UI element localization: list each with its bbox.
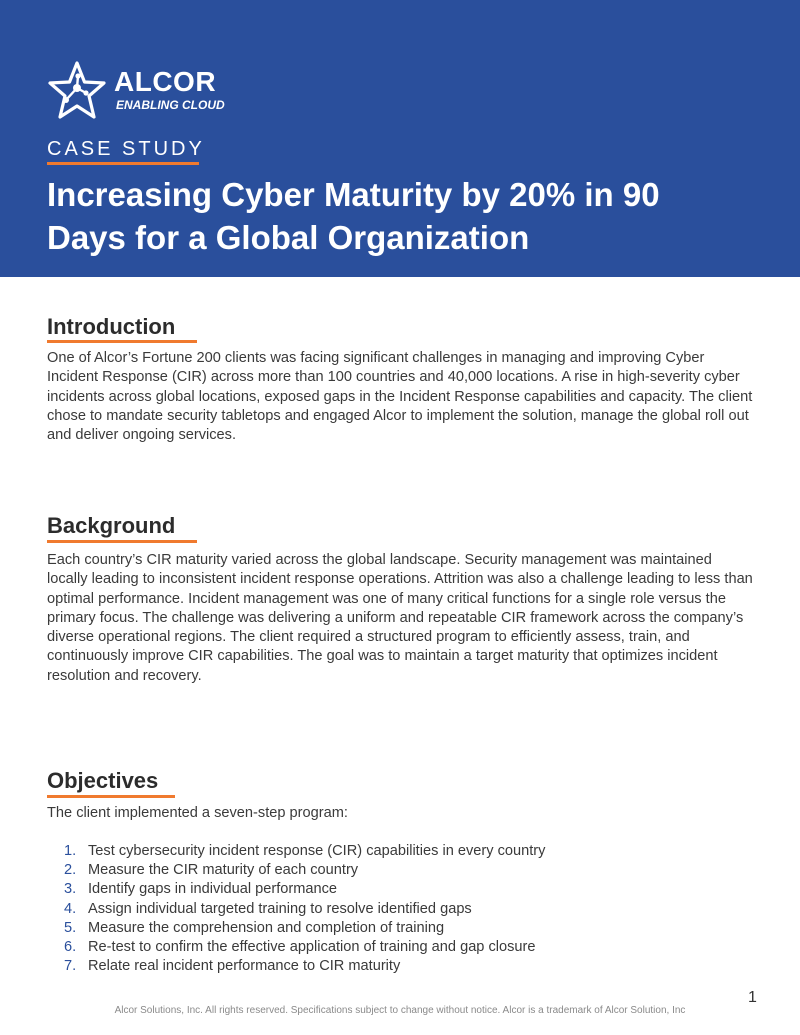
introduction-heading: Introduction: [47, 314, 176, 339]
background-body: Each country’s CIR maturity varied across the global landscape. Security management was maintained locally leading to inconsistent incident response operations. Attrition was also a challenge leading to less than optimal performance. Incident management was one of many critical functions for a single role versus the primary focus. The challenge was delivering a uniform and repeatable CIR framework across the company’s diverse operational regions. The client required a structured program to efficiently assess, train, and continuously improve CIR capabilities. The goal was to maintain a target maturity that optimizes incident resolution and recovery.: [47, 552, 753, 684]
list-item: [64, 880, 545, 899]
introduction-body: One of Alcor’s Fortune 200 clients was facing significant challenges in managing and improving Cyber Incident Response (CIR) across more than 100 countries and 40,000 locations. A rise in high-severity cyber incidents across global locations, exposed gaps in the Incident Response capabilities and capacity. The client chose to mandate security tabletops and engaged Alcor to implement the solution, manage the global roll out and deliver ongoing services.: [47, 350, 753, 444]
page-number: 1: [748, 989, 757, 1006]
logo-tagline: ENABLING CLOUD: [116, 98, 225, 112]
header-banner: [0, 0, 800, 277]
introduction-underline: [47, 340, 197, 343]
alcor-star-logo-icon: [46, 60, 108, 122]
step-text: Re-test to confirm the effective application of training and gap closure: [88, 939, 536, 956]
step-text: Measure the CIR maturity of each country: [88, 862, 359, 879]
step-number: 4.: [64, 900, 77, 917]
step-text: Measure the comprehension and completion of training: [88, 919, 445, 936]
step-number: 3.: [64, 881, 77, 898]
step-number: 6.: [64, 939, 77, 956]
step-number: 7.: [64, 958, 77, 975]
list-item: [64, 842, 545, 861]
case-study-underline: [47, 162, 199, 165]
list-item: [64, 919, 545, 938]
background-underline: [47, 540, 197, 543]
objectives-underline: [47, 795, 175, 798]
case-study-label: CASE STUDY: [47, 138, 205, 160]
step-number: 1.: [64, 843, 77, 859]
list-item: [64, 938, 545, 957]
step-text: Relate real incident performance to CIR maturity: [88, 958, 401, 975]
objectives-step-list: [64, 842, 545, 976]
objectives-intro: The client implemented a seven-step program:: [47, 805, 348, 821]
step-text: Identify gaps in individual performance: [88, 881, 338, 898]
step-number: 2.: [64, 862, 77, 879]
page-title: Increasing Cyber Maturity by 20% in 90 Days for a Global Organization: [47, 176, 660, 256]
step-text: Test cybersecurity incident response (CIR) capabilities in every country: [88, 843, 546, 859]
list-item: [64, 957, 545, 976]
alcor-logo: [46, 60, 246, 122]
step-number: 5.: [64, 919, 77, 936]
list-item: [64, 861, 545, 880]
background-heading: Background: [47, 513, 176, 538]
step-text: Assign individual targeted training to resolve identified gaps: [88, 900, 472, 917]
footer-disclaimer: Alcor Solutions, Inc. All rights reserved. Specifications subject to change without notice. Alcor is a trademark of Alcor Solution, Inc: [114, 1005, 686, 1016]
objectives-heading: Objectives: [47, 768, 159, 793]
logo-wordmark: ALCOR: [114, 66, 217, 97]
list-item: [64, 900, 545, 919]
